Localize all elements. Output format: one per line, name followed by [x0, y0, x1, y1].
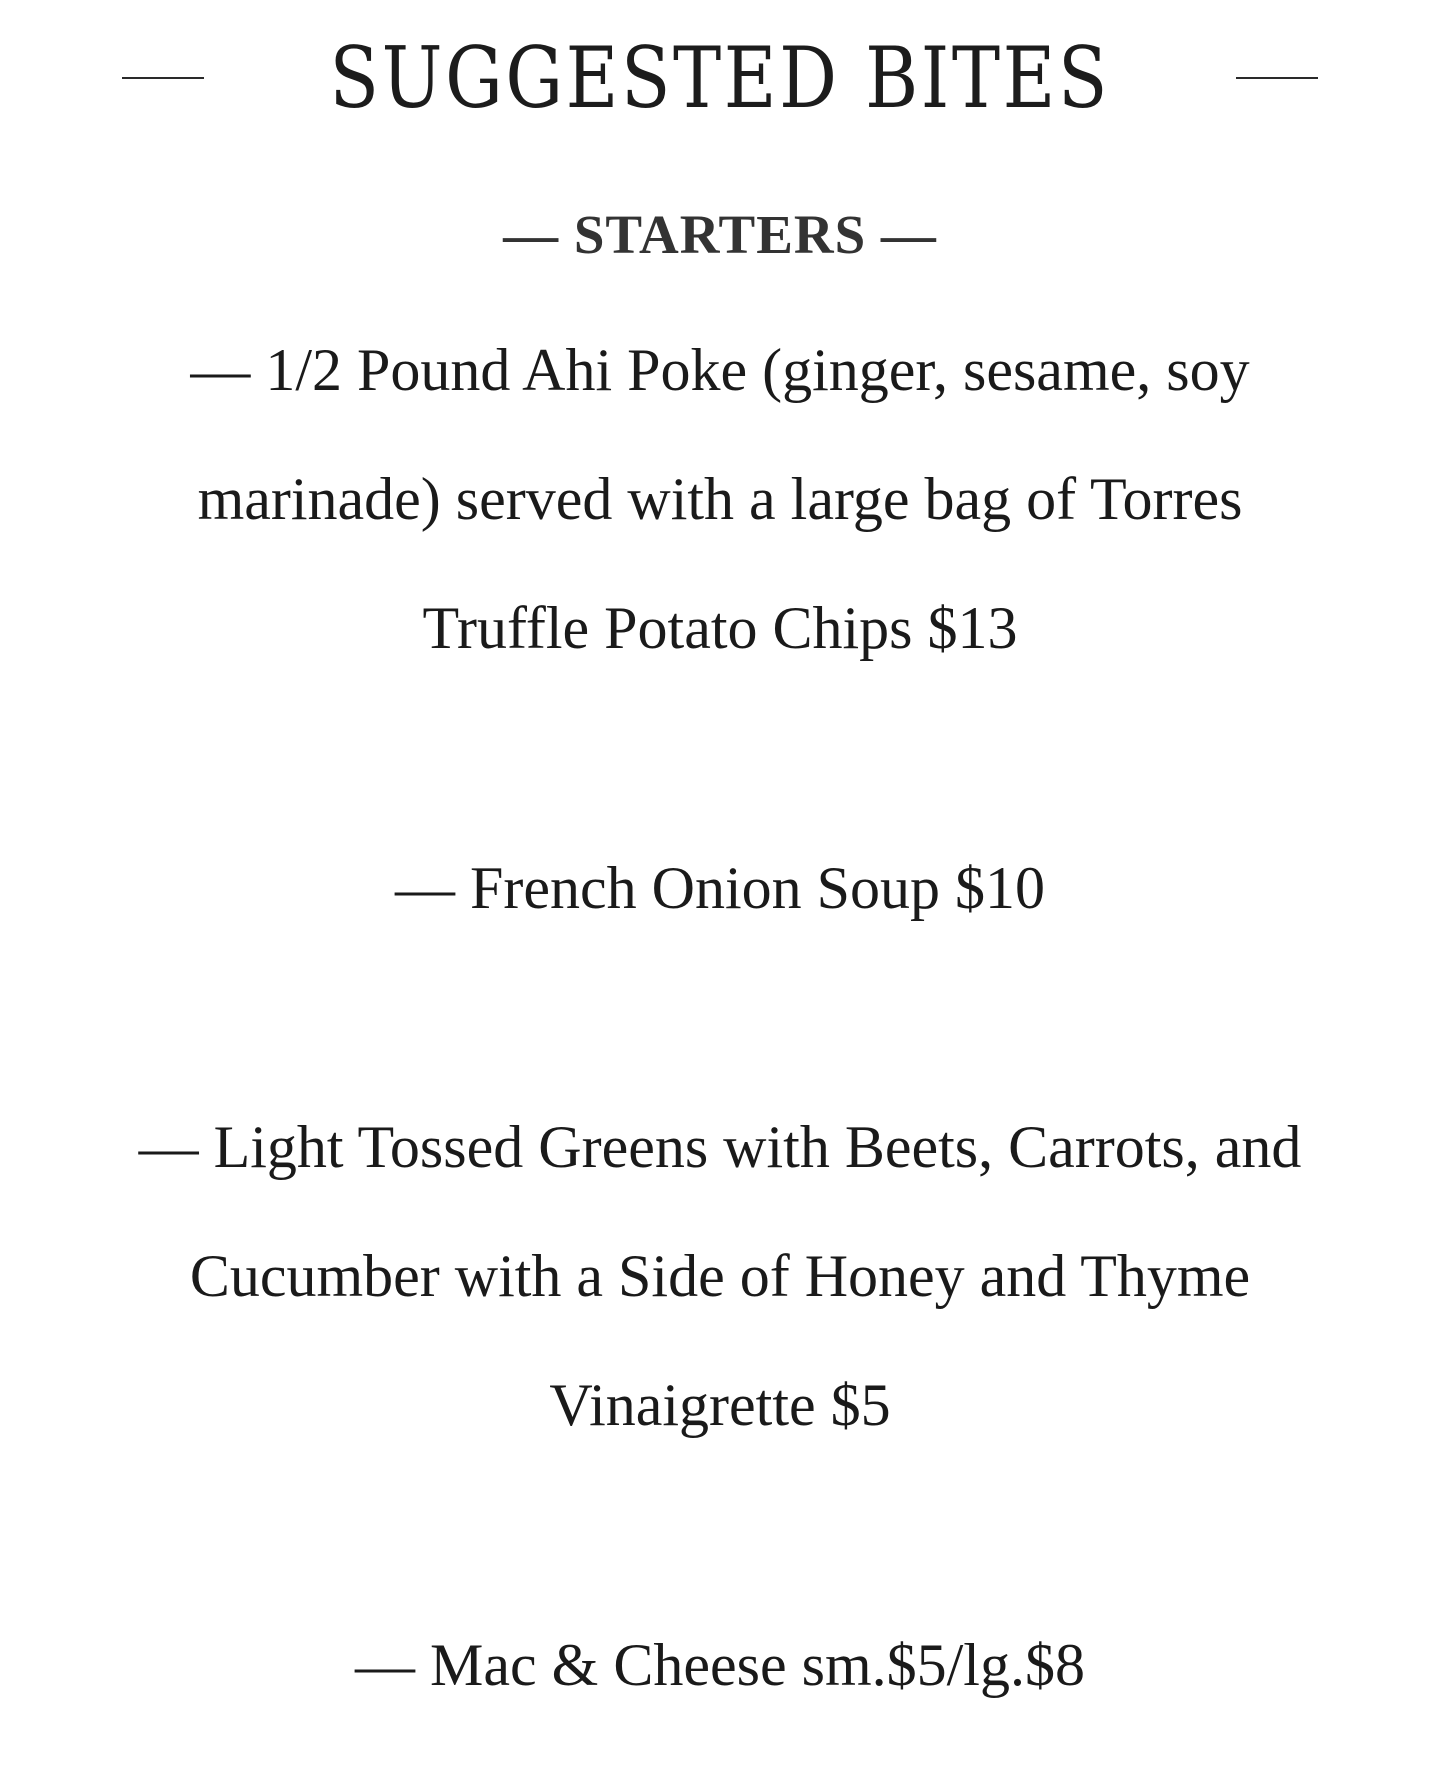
title-right-rule: [1236, 77, 1318, 79]
menu-item-mac-and-cheese: — Mac & Cheese sm.$5/lg.$8: [355, 1632, 1085, 1698]
menu-item-tossed-greens: — Light Tossed Greens with Beets, Carrots, and Cucumber with a Side of Honey and Thyme Vinaigrette $5: [138, 1114, 1302, 1438]
menu-item-french-onion-soup: — French Onion Soup $10: [395, 855, 1045, 921]
menu-item-ahi-poke: — 1/2 Pound Ahi Poke (ginger, sesame, soy marinade) served with a large bag of Torres Truffle Potato Chips $13: [190, 337, 1250, 661]
page-header: [0, 28, 1440, 128]
title-left-rule: [122, 77, 204, 79]
section-heading-starters: — STARTERS —: [503, 204, 937, 265]
page-title: SUGGESTED BITES: [329, 29, 1111, 127]
